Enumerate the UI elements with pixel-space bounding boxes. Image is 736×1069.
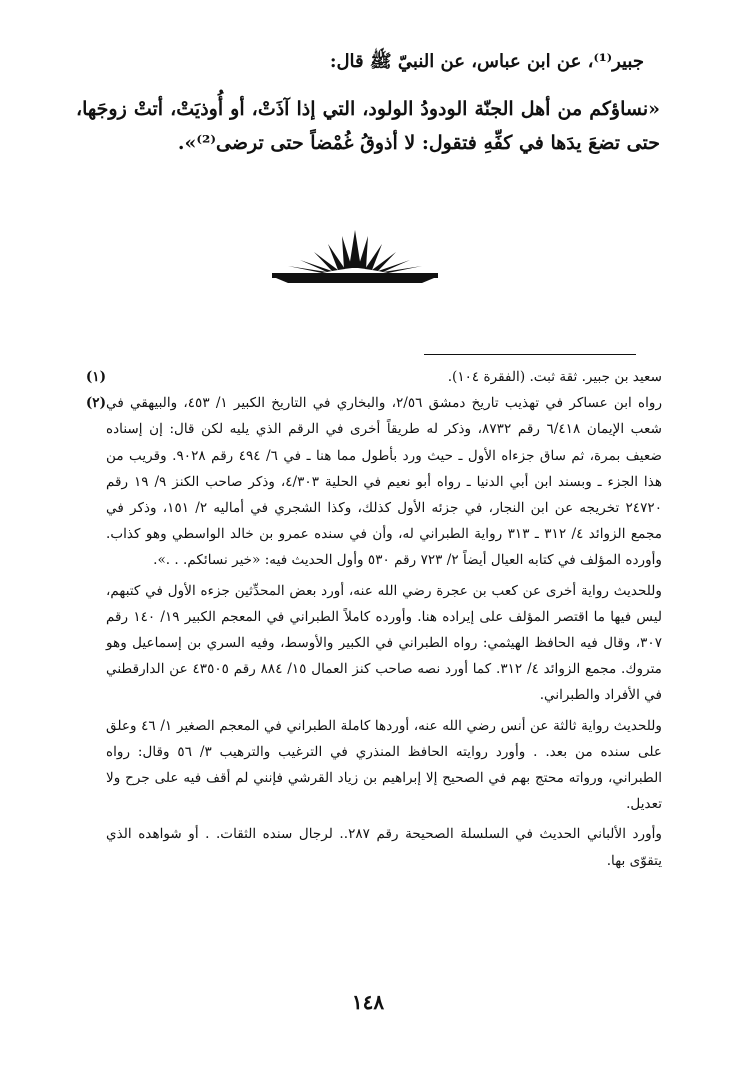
footnote-body [106, 390, 662, 874]
footnote-number: (١) [85, 369, 106, 385]
hadith-text: «نساؤكم من أهل الجنّة الودودُ الولود، التي إذا آذَتْ، أو أُوذيَتْ، أتتْ زوجَها، حتى تضعَ يدَها في كفِّهِ فتقول: لا أذوقُ غُمْضاً حتى ترضى⁽²⁾». [76, 98, 660, 154]
footnote-separator [424, 354, 636, 355]
footnote-number: (٢) [85, 395, 106, 412]
footnotes [70, 364, 662, 874]
footnote-paragraph: وللحديث رواية ثالثة عن أنس رضي الله عنه، أوردها كاملة الطبراني في المعجم الصغير ١/ ٤٦ وعلق على سنده من بعد. . وأورد روايته الحافظ المنذري في الترغيب والترهيب ٣/ ٥٦ وقال: رواه الطبراني، ورواته محتج بهم في الصحيح إلا إبراهيم بن زياد القرشي فإنني لم أقف فيه على جرح ولا تعديل. [106, 717, 663, 813]
footnote-paragraph: وأورد الألباني الحديث في السلسلة الصحيحة رقم ٢٨٧.. لرجال سنده الثقات. . أو شواهده الذي يتقوّى بها. [106, 826, 662, 869]
sunburst-ornament-icon [272, 228, 438, 284]
footnote-paragraph: وللحديث رواية أخرى عن كعب بن عجرة رضي الله عنه، أورد بعض المحدِّثين جزءه الأول في كتبهم، ليس فيها ما اقتصر المؤلف على إيراده هنا. وأورده كاملاً الطبراني في المعجم الكبير ١٩/ ١٤٠ رقم ٣٠٧، وقال فيه الحافظ الهيثمي: رواه الطبراني في الكبير والأوسط، وفيه السري بن إسماعيل وهو متروك. مجمع الزوائد ٤/ ٣١٢. كما أورد نصه صاحب كنز العمال ١٥/ ٨٨٤ رقم ٤٣٥٠٥ عن الدارقطني في الأفراد والطبراني. [106, 582, 663, 704]
page-number: ١٤٨ [351, 990, 385, 1014]
footnote-paragraph: سعيد بن جبير. ثقة ثبت. (الفقرة ١٠٤). [447, 369, 662, 385]
intro-line: جبير⁽¹⁾، عن ابن عباس، عن النبيّ ﷺ قال: [329, 51, 644, 72]
footnote-1 [70, 364, 662, 390]
footnote-2 [70, 390, 662, 874]
footnote-body [106, 364, 662, 390]
footnote-paragraph: رواه ابن عساكر في تهذيب تاريخ دمشق ٢/٥٦، والبخاري في التاريخ الكبير ١/ ٤٥٣، والبيهقي في شعب الإيمان ٦/٤١٨ رقم ٨٧٣٢، وذكر له طريقاً أخرى في الرقم الذي يليه لكن قال: إن إسناده ضعيف بمرة، ثم ساق جزءاه الأول ـ حيث ورد بأطول مما هنا ـ في ٦/ ٤٩٤ رقم ٩٠٢٨. وقريب من هذا الجزء ـ وبسند ابن أبي الدنيا ـ رواه أبو نعيم في الحلية ٤/٣٠٣، وذكر صاحب الكنز ٩/ ١٩ رقم ٢٤٧٢٠ تخريجه عن ابن النجار، في جزئه الأول كذلك، وكذا الشجري في أماليه ٢/ ١٥١، وذكر في مجمع الزوائد ٤/ ٣١٢ ـ ٣١٣ رواية الطبراني له، وأن في سنده عمرو بن خالد الواسطي وهو كذاب. وأورده المؤلف في كتابه العيال أيضاً ٢/ ٧٢٣ رقم ٥٣٠ وأول الحديث فيه: «خير نسائكم. . .». [106, 395, 663, 569]
